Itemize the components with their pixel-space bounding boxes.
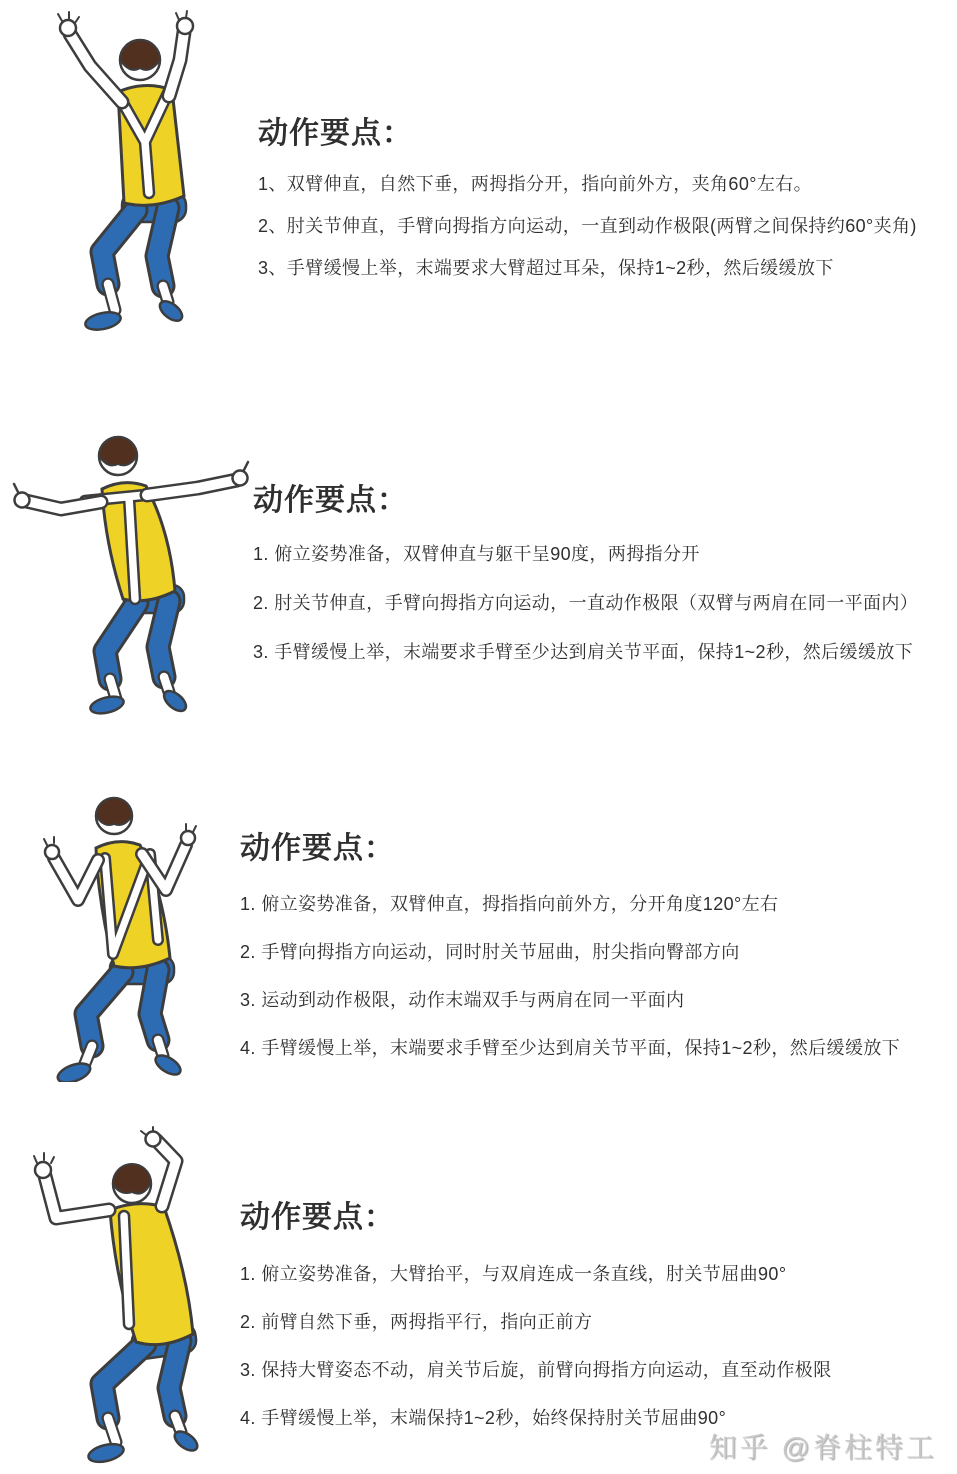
instruction-list bbox=[240, 892, 900, 1060]
instruction-list bbox=[253, 542, 918, 664]
head bbox=[113, 1164, 151, 1203]
instruction-item: 1. 俯立姿势准备，双臂伸直，拇指指向前外方，分开角度120°左右 bbox=[240, 894, 779, 914]
instruction-item: 3、手臂缓慢上举，末端要求大臂超过耳朵，保持1~2秒，然后缓缓放下 bbox=[258, 258, 834, 278]
person-elbows-bent-n-illustration bbox=[10, 770, 235, 1082]
legs bbox=[89, 585, 190, 715]
head bbox=[120, 40, 160, 80]
instruction-item: 1. 俯立姿势准备，双臂伸直与躯干呈90度，两拇指分开 bbox=[253, 544, 700, 564]
section-title: 动作要点： bbox=[258, 117, 413, 150]
instruction-item: 2. 前臂自然下垂，两拇指平行，指向正前方 bbox=[240, 1312, 593, 1332]
legs bbox=[55, 956, 183, 1082]
section-title: 动作要点： bbox=[240, 832, 395, 865]
section-title: 动作要点： bbox=[253, 484, 408, 517]
section-title: 动作要点： bbox=[240, 1201, 395, 1234]
instruction-item: 2、肘关节伸直，手臂向拇指方向运动，一直到动作极限(两臂之间保持约60°夹角) bbox=[258, 216, 917, 236]
movement-letter-i bbox=[124, 1216, 129, 1324]
instruction-item: 3. 保持大臂姿态不动，肩关节后旋，前臂向拇指方向运动，直至动作极限 bbox=[240, 1360, 832, 1380]
person-arms-horizontal-t-illustration bbox=[6, 405, 256, 715]
instruction-item: 2. 肘关节伸直，手臂向拇指方向运动，一直动作极限（双臂与两肩在同一平面内） bbox=[253, 593, 919, 613]
instruction-item: 3. 手臂缓慢上举，末端要求手臂至少达到肩关节平面，保持1~2秒，然后缓缓放下 bbox=[253, 642, 914, 662]
zhihu-watermark: 知乎 @脊柱特工 bbox=[708, 1432, 937, 1463]
instruction-item: 1. 俯立姿势准备，大臂抬平，与双肩连成一条直线，肘关节屈曲90° bbox=[240, 1264, 787, 1284]
person-arms-raised-y-illustration bbox=[18, 0, 238, 348]
legs bbox=[84, 192, 186, 333]
instruction-item: 4. 手臂缓慢上举，末端保持1~2秒，始终保持肘关节屈曲90° bbox=[240, 1408, 727, 1428]
instruction-item: 1、双臂伸直，自然下垂，两拇指分开，指向前外方，夹角60°左右。 bbox=[258, 174, 813, 194]
head bbox=[99, 437, 137, 475]
instruction-item: 4. 手臂缓慢上举，末端要求手臂至少达到肩关节平面，保持1~2秒，然后缓缓放下 bbox=[240, 1038, 901, 1058]
instruction-item: 2. 手臂向拇指方向运动，同时肘关节屈曲，肘尖指向臀部方向 bbox=[240, 942, 740, 962]
person-goalpost-arms-illustration bbox=[12, 1126, 262, 1470]
instruction-list bbox=[240, 1262, 832, 1430]
arms bbox=[34, 1127, 176, 1218]
instruction-item: 3. 运动到动作极限，动作末端双手与两肩在同一平面内 bbox=[240, 990, 685, 1010]
head bbox=[96, 798, 132, 834]
instruction-list bbox=[258, 172, 917, 280]
